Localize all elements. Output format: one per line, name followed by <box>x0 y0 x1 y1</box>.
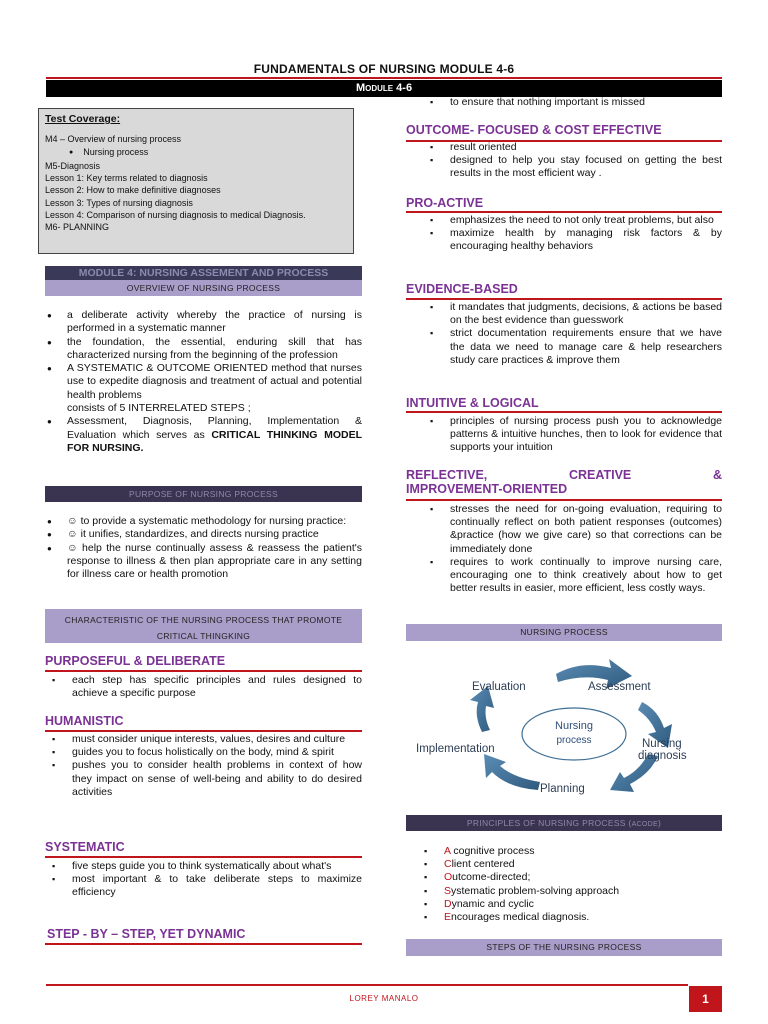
list-item: ▪ principles of nursing process push you to acknowledge patterns & intuitive hunches, then to look for evidence that supports your intuition <box>428 415 722 455</box>
title-rule <box>46 77 722 79</box>
cycle-label-evaluation: Evaluation <box>472 681 526 693</box>
purpose-list <box>45 515 362 581</box>
principle-letter: A <box>444 845 451 857</box>
principle-letter: E <box>444 911 452 924</box>
steps-bar: STEPS OF THE NURSING PROCESS <box>406 939 722 956</box>
module-bar: Module 4-6 <box>46 80 722 97</box>
nursing-process-cycle-diagram <box>406 650 722 800</box>
principle-text: cognitive process <box>450 845 535 857</box>
list-item <box>422 911 722 924</box>
list-item: ▪ emphasizes the need to not only treat problems, but also <box>428 214 722 227</box>
coverage-line: Lesson 3: Types of nursing diagnosis <box>45 197 193 208</box>
list-item: ● A SYSTEMATIC & OUTCOME ORIENTED method that nurses use to expedite diagnosis and treatment of actual and potential health problems <box>45 362 362 402</box>
reflective-heading-line2: IMPROVEMENT-ORIENTED <box>406 482 568 496</box>
heading-rule <box>406 211 722 213</box>
characteristics-bar-line1: CHARACTERISTIC OF THE NURSING PROCESS THAT PROMOTE <box>64 615 343 625</box>
principles-list <box>422 845 722 924</box>
page-number: 1 <box>689 986 722 1012</box>
list-item: ▪ most important & to take deliberate steps to maximize efficiency <box>50 873 362 899</box>
list-item: ▪ designed to help you stay focused on getting the best results in the most efficient way . <box>428 154 722 180</box>
principle-text: ynamic and cyclic <box>451 897 534 910</box>
list-item <box>45 415 362 455</box>
list-item: ▪ maximize health by managing risk factors & by encouraging healthy behaviors <box>428 227 722 253</box>
top-continuation-list <box>428 96 722 109</box>
heading-rule <box>45 943 362 945</box>
list-item <box>422 898 722 911</box>
list-item: ▪ must consider unique interests, values, desires and culture <box>50 733 362 746</box>
test-coverage-box <box>38 108 354 254</box>
step-by-step-heading: STEP - BY – STEP, YET DYNAMIC <box>47 927 246 941</box>
coverage-line: Lesson 2: How to make definitive diagnoses <box>45 185 221 196</box>
principles-bar-text: PRINCIPLES OF NURSING PROCESS ( <box>466 818 632 828</box>
heading-rule <box>406 411 722 413</box>
nursing-process-bar: NURSING PROCESS <box>406 624 722 641</box>
list-item: ▪ pushes you to consider health problems in context of how they impact on sense of well-being and ability to do desired activities <box>50 759 362 799</box>
list-item: ● a deliberate activity whereby the practice of nursing is performed in a systematic manner <box>45 309 362 336</box>
coverage-line: M4 – Overview of nursing process <box>45 134 182 145</box>
coverage-line: M5-Diagnosis <box>45 160 101 171</box>
list-item: ▪ to ensure that nothing important is missed <box>428 96 722 109</box>
list-item-text: Assessment, Diagnosis, Planning, Implementation & Evaluation which serves as <box>67 415 362 441</box>
heading-rule <box>45 670 362 672</box>
cycle-center-ellipse <box>522 708 626 760</box>
list-item <box>422 845 722 858</box>
list-item: ▪ result oriented <box>428 141 722 154</box>
principle-text: ncourages medical diagnosis. <box>451 911 590 924</box>
characteristics-bar <box>45 609 362 643</box>
module-4-heading: MODULE 4: NURSING ASSEMENT AND PROCESS <box>45 266 362 280</box>
intuitive-list <box>428 415 722 455</box>
list-item: ▪ it mandates that judgments, decisions, & actions be based on the best evidence than guesswork <box>428 301 722 327</box>
cycle-label-diagnosis-2: diagnosis <box>638 750 687 762</box>
proactive-heading: PRO-ACTIVE <box>406 196 484 210</box>
principles-bar <box>406 815 722 831</box>
cycle-center-line1: Nursing <box>555 720 593 732</box>
heading-rule <box>406 298 722 300</box>
coverage-line: Lesson 1: Key terms related to diagnosis <box>45 173 208 184</box>
principle-letter: O <box>444 871 453 884</box>
list-item: ● ☺ help the nurse continually assess & reassess the patient's response to illness & then plan appropriate care in any setting for illness care or health promotion <box>45 542 362 582</box>
overview-bar: OVERVIEW OF NURSING PROCESS <box>45 280 362 296</box>
principle-text: ystematic problem-solving approach <box>451 884 620 897</box>
cycle-label-planning: Planning <box>540 783 585 795</box>
reflective-heading-word: & <box>712 468 722 482</box>
list-item: ▪ stresses the need for on-going evaluation, requiring to continually reflect on both patient responses (outcomes) &practice (how we give care) so that corrections can be immediately done <box>428 503 722 556</box>
purposeful-heading: PURPOSEFUL & DELIBERATE <box>45 654 226 668</box>
list-item: ▪ guides you to focus holistically on the body, mind & spirit <box>50 746 362 759</box>
reflective-heading-word: CREATIVE <box>568 468 632 482</box>
list-item <box>422 871 722 884</box>
evidence-list <box>428 301 722 367</box>
cycle-center-line2: process <box>556 735 592 746</box>
coverage-line: ● Nursing process <box>45 146 347 160</box>
list-item <box>422 885 722 898</box>
purposeful-list <box>50 674 362 700</box>
heading-rule <box>45 730 362 732</box>
principle-letter: C <box>444 858 452 871</box>
principle-text: lient centered <box>451 858 515 871</box>
systematic-list <box>50 860 362 900</box>
cycle-arrow-bottom-left <box>484 754 540 790</box>
principles-bar-acronym: ACODE <box>631 821 658 828</box>
reflective-heading <box>406 468 722 496</box>
heading-rule <box>45 856 362 858</box>
list-item: ● ☺ to provide a systematic methodology for nursing practice: <box>45 515 362 528</box>
principle-letter: D <box>444 897 452 910</box>
footer-rule <box>46 984 688 986</box>
list-item-continuation: consists of 5 INTERRELATED STEPS ; <box>67 402 251 415</box>
list-item: ▪ five steps guide you to think systematically about what's <box>50 860 362 873</box>
outcome-heading: OUTCOME- FOCUSED & COST EFFECTIVE <box>406 123 662 137</box>
test-coverage-title: Test Coverage: <box>45 113 121 125</box>
principles-bar-close: ) <box>657 818 662 828</box>
coverage-line: M6- PLANNING <box>45 222 110 233</box>
coverage-line: Lesson 4: Comparison of nursing diagnosis to medical Diagnosis. <box>45 210 306 221</box>
humanistic-heading: HUMANISTIC <box>45 714 124 728</box>
purpose-bar: PURPOSE OF NURSING PROCESS <box>45 486 362 502</box>
list-item-bold-text: CRITICAL THINKING MODEL FOR NURSING. <box>67 428 362 454</box>
heading-rule <box>406 499 722 501</box>
footer-author: LOREY MANALO <box>349 994 419 1003</box>
characteristics-bar-line2: CRITICAL THINGKING <box>156 631 251 641</box>
overview-list <box>45 309 362 455</box>
cycle-label-assessment: Assessment <box>588 681 651 693</box>
humanistic-list <box>50 733 362 799</box>
reflective-heading-word: REFLECTIVE, <box>406 468 488 482</box>
list-item: ● the foundation, the essential, enduring skill that has characterized nursing from the beginning of the profession <box>45 336 362 363</box>
list-item: ● ☺ it unifies, standardizes, and directs nursing practice <box>45 528 362 541</box>
reflective-list <box>428 503 722 595</box>
list-item: ▪ each step has specific principles and rules designed to achieve a specific purpose <box>50 674 362 700</box>
list-item: ▪ requires to work continually to improve nursing care, encouraging one to think creatively about how to get better results in easier, more efficient, less costly ways. <box>428 556 722 596</box>
evidence-heading: EVIDENCE-BASED <box>406 282 518 296</box>
list-item: ▪ strict documentation requirements ensure that we have the data we need to manage care & help researchers study care practices & improve them <box>428 327 722 367</box>
principle-text: utcome-directed; <box>452 871 531 884</box>
outcome-list <box>428 141 722 181</box>
systematic-heading: SYSTEMATIC <box>45 840 125 854</box>
document-title: FUNDAMENTALS OF NURSING MODULE 4-6 <box>253 62 515 76</box>
proactive-list <box>428 214 722 254</box>
cycle-label-diagnosis-1: Nursing <box>642 738 682 750</box>
list-item <box>422 858 722 871</box>
cycle-label-implementation: Implementation <box>416 743 495 755</box>
principle-letter: S <box>444 884 452 897</box>
intuitive-heading: INTUITIVE & LOGICAL <box>406 396 539 410</box>
